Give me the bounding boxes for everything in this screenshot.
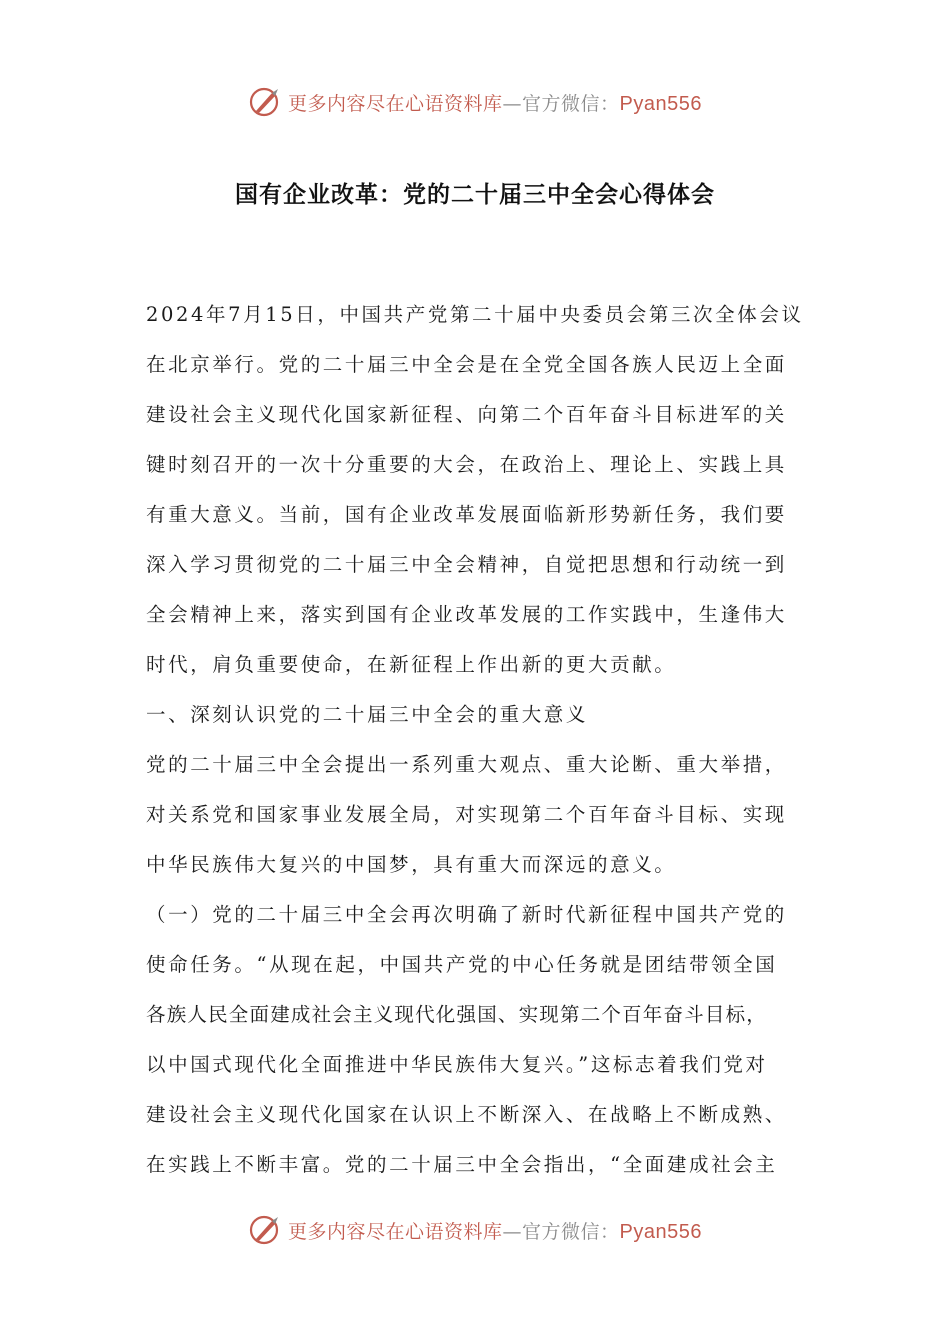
watermark-separator: — (502, 1220, 523, 1243)
body-line: 键时刻召开的一次十分重要的大会，在政治上、理论上、实践上具 (146, 453, 787, 476)
body-line: 2024年7月15日，中国共产党第二十届中央委员会第三次全体会议 (146, 303, 804, 326)
body-line: 对关系党和国家事业发展全局，对实现第二个百年奋斗目标、实现 (146, 803, 787, 826)
body-line: 使命任务。“从现在起，中国共产党的中心任务就是团结带领全国 (146, 953, 778, 976)
body-line: 中华民族伟大复兴的中国梦，具有重大而深远的意义。 (146, 853, 677, 876)
body-line: 建设社会主义现代化国家新征程、向第二个百年奋斗目标进军的关 (146, 403, 787, 426)
watermark-brand: 更多内容尽在心语资料库 (288, 1220, 503, 1243)
header-watermark (0, 82, 950, 122)
watermark-brand: 更多内容尽在心语资料库 (288, 92, 503, 115)
body-line: 全会精神上来，落实到国有企业改革发展的工作实践中，生逢伟大 (146, 603, 787, 626)
body-line: 有重大意义。当前，国有企业改革发展面临新形势新任务，我们要 (146, 503, 787, 526)
body-line: 时代，肩负重要使命，在新征程上作出新的更大贡献。 (146, 653, 677, 676)
document-body (146, 290, 806, 1190)
watermark-wechat-id: Pyan556 (619, 92, 702, 115)
body-line: 在实践上不断丰富。党的二十届三中全会指出，“全面建成社会主 (146, 1153, 778, 1176)
body-line: 以中国式现代化全面推进中华民族伟大复兴。”这标志着我们党对 (146, 1053, 768, 1076)
body-line: （一）党的二十届三中全会再次明确了新时代新征程中国共产党的 (146, 903, 787, 926)
watermark-wechat-label: 官方微信： (522, 1220, 620, 1243)
quill-logo-icon (248, 1213, 282, 1247)
body-line: 在北京举行。党的二十届三中全会是在全党全国各族人民迈上全面 (146, 353, 787, 376)
watermark-separator: — (502, 92, 523, 115)
footer-watermark (0, 1210, 950, 1250)
watermark-text (288, 1217, 702, 1244)
quill-logo-icon (248, 85, 282, 119)
section-heading: 一、深刻认识党的二十届三中全会的重大意义 (146, 703, 589, 726)
watermark-wechat-id: Pyan556 (619, 1220, 702, 1243)
body-line: 各族人民全面建成社会主义现代化强国、实现第二个百年奋斗目标， (146, 1003, 768, 1026)
document-title: 国有企业改革：党的二十届三中全会心得体会 (235, 182, 715, 208)
body-line: 深入学习贯彻党的二十届三中全会精神，自觉把思想和行动统一到 (146, 553, 787, 576)
body-line: 建设社会主义现代化国家在认识上不断深入、在战略上不断成熟、 (146, 1103, 787, 1126)
watermark-wechat-label: 官方微信： (522, 92, 620, 115)
body-line: 党的二十届三中全会提出一系列重大观点、重大论断、重大举措， (146, 753, 787, 776)
watermark-text (288, 89, 702, 116)
